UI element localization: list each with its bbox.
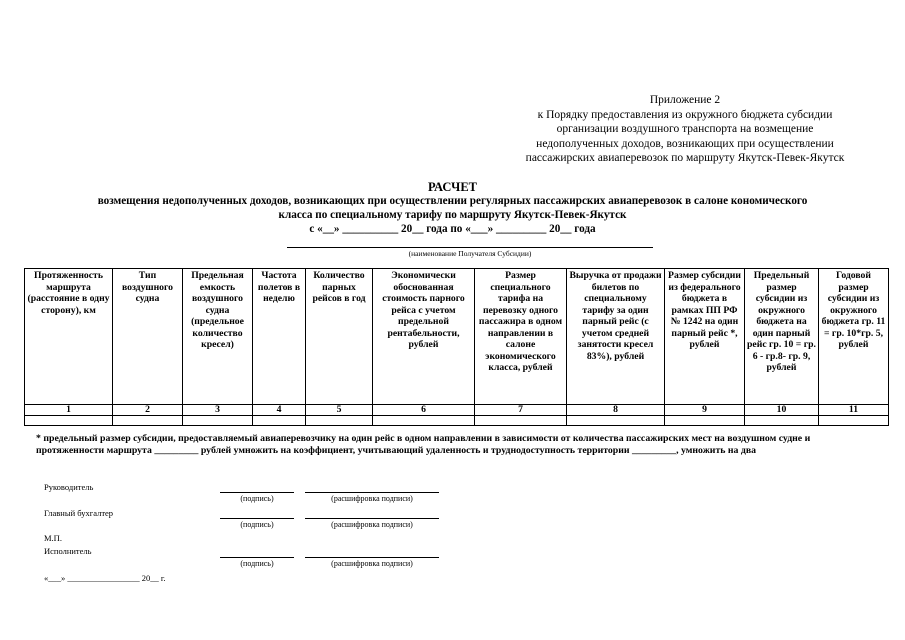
head-signature-line[interactable] <box>220 492 294 493</box>
table-cell[interactable] <box>113 416 183 426</box>
chief-accountant-label: Главный бухгалтер <box>44 508 114 518</box>
appendix-reference-line: недополученных доходов, возникающих при осуществлении <box>536 137 834 150</box>
column-header: Протяженность маршрута (расстояние в одну сторону), км <box>25 269 113 405</box>
column-number: 6 <box>373 405 475 416</box>
appendix-reference-line: организации воздушного транспорта на возмещение <box>556 123 814 136</box>
recipient-name-line <box>287 247 653 248</box>
table-cell[interactable] <box>25 416 113 426</box>
executor-label: Исполнитель <box>44 546 92 556</box>
table-data-row <box>25 416 889 426</box>
column-number: 1 <box>25 405 113 416</box>
title-subject-line: возмещения недополученных доходов, возникающих при осуществлении регулярных пассажирских авиаперевозок в салоне кономического <box>97 195 808 207</box>
column-number: 3 <box>183 405 253 416</box>
date-line: «___» _________________ 20__ г. <box>44 573 166 583</box>
accountant-signature-line[interactable] <box>220 518 294 519</box>
decode-caption: (расшифровка подписи) <box>331 494 413 503</box>
appendix-reference-line: пассажирских авиаперевозок по маршруту Якутск-Певек-Якутск <box>525 152 845 165</box>
executor-decode-line[interactable] <box>305 557 439 558</box>
column-header: Предельный размер субсидии из окружного бюджета на один парный рейс гр. 10 = гр. 6 - гр.8- гр. 9, рублей <box>745 269 819 405</box>
decode-caption: (расшифровка подписи) <box>331 520 413 529</box>
column-number: 5 <box>306 405 373 416</box>
stamp-label: М.П. <box>44 533 62 543</box>
column-number: 2 <box>113 405 183 416</box>
column-number: 10 <box>745 405 819 416</box>
table-cell[interactable] <box>253 416 306 426</box>
column-header: Годовой размер субсидии из окружного бюджета гр. 11 = гр. 10*гр. 5, рублей <box>819 269 889 405</box>
title-heading: РАСЧЕТ <box>427 180 477 194</box>
head-label: Руководитель <box>44 482 94 492</box>
decode-caption: (расшифровка подписи) <box>331 559 413 568</box>
appendix-reference-line: к Порядку предоставления из окружного бюджета субсидии <box>537 108 833 121</box>
column-header: Количество парных рейсов в год <box>306 269 373 405</box>
footnote: * предельный размер субсидии, предоставляемый авиаперевозчику на один рейс в одном направлении в зависимости от количества пассажирских мест на воздушном судне и протяженности маршрута _________ рублей умножить на коэффициент, учитывающий удаленность и труднодоступность территории _________, умножить на два <box>36 433 811 457</box>
column-header: Экономически обоснованная стоимость парного рейса с учетом предельной рентабельности, рублей <box>373 269 475 405</box>
calculation-table <box>24 268 889 426</box>
signature-caption: (подпись) <box>240 520 274 529</box>
table-cell[interactable] <box>819 416 889 426</box>
executor-signature-line[interactable] <box>220 557 294 558</box>
table-cell[interactable] <box>373 416 475 426</box>
signature-caption: (подпись) <box>240 494 274 503</box>
document-title <box>20 180 885 236</box>
title-subject-line: класса по специальному тарифу по маршруту Якутск-Певек-Якутск <box>278 209 627 221</box>
table-header-row <box>25 269 889 405</box>
column-number: 11 <box>819 405 889 416</box>
column-header: Тип воздушного судна <box>113 269 183 405</box>
column-header: Частота полетов в неделю <box>253 269 306 405</box>
column-header: Размер субсидии из федерального бюджета в рамках ПП РФ № 1242 на один парный рейс *, рублей <box>665 269 745 405</box>
appendix-number: Приложение 2 <box>649 94 721 106</box>
column-number: 8 <box>567 405 665 416</box>
column-number: 4 <box>253 405 306 416</box>
table-cell[interactable] <box>665 416 745 426</box>
title-period-line: с «__» __________ 20__ года по «___» _________ 20__ года <box>309 223 596 235</box>
column-header: Размер специального тарифа на перевозку одного пассажира в одном направлении в салоне экономического класса, рублей <box>475 269 567 405</box>
appendix-header <box>470 93 900 166</box>
table-cell[interactable] <box>745 416 819 426</box>
table-cell[interactable] <box>306 416 373 426</box>
column-header: Выручка от продажи билетов по специальному тарифу за один парный рейс (с учетом средней занятости кресел 83%), рублей <box>567 269 665 405</box>
column-number: 9 <box>665 405 745 416</box>
table-cell[interactable] <box>183 416 253 426</box>
table-cell[interactable] <box>567 416 665 426</box>
column-header: Предельная емкость воздушного судна (предельное количество кресел) <box>183 269 253 405</box>
table-cell[interactable] <box>475 416 567 426</box>
recipient-caption: (наименование Получателя Субсидии) <box>408 249 532 258</box>
head-decode-line[interactable] <box>305 492 439 493</box>
column-number-row <box>25 405 889 416</box>
signature-caption: (подпись) <box>240 559 274 568</box>
column-number: 7 <box>475 405 567 416</box>
accountant-decode-line[interactable] <box>305 518 439 519</box>
